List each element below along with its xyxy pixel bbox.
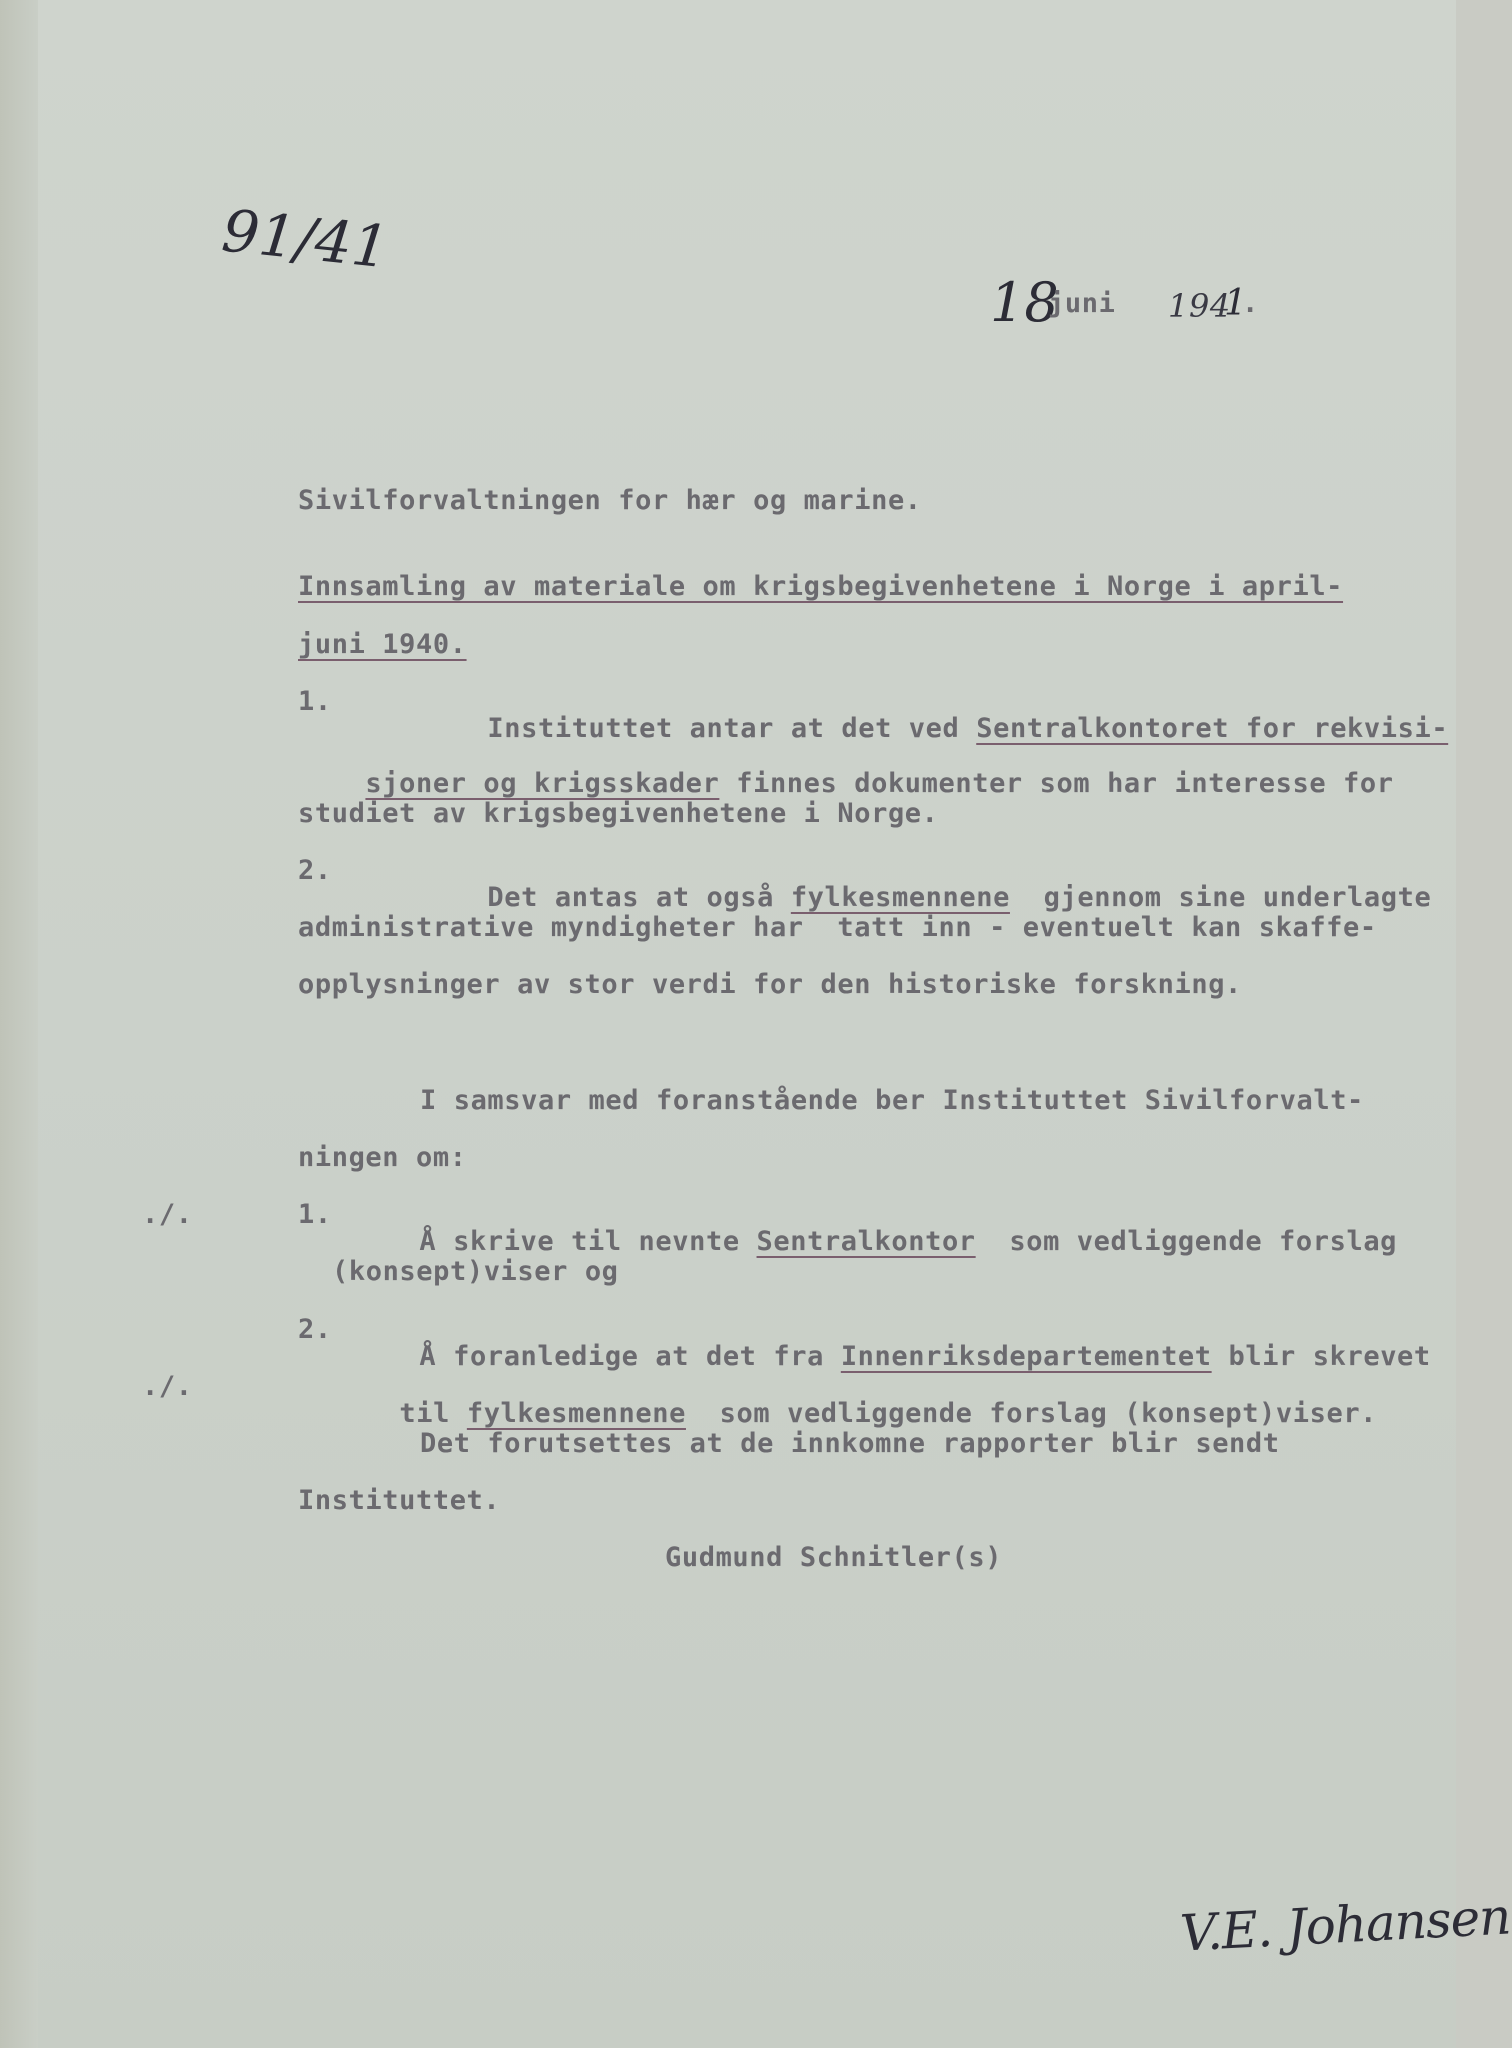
handwritten-file-number: 91/41 bbox=[218, 196, 393, 282]
enclosure-marker-1: ./. bbox=[142, 1199, 193, 1230]
request-item-1-text-b: som vedliggende forslag bbox=[975, 1226, 1398, 1257]
request-item-2-line-2-b: som vedliggende forslag (konsept)viser. bbox=[685, 1398, 1378, 1429]
handwritten-date-day: 18 bbox=[990, 271, 1059, 334]
request-item-1-text-a: Å skrive til nevnte bbox=[419, 1226, 757, 1257]
date-year: 194 bbox=[1168, 287, 1231, 325]
request-item-2-text-a: Å foranledige at det fra bbox=[419, 1341, 841, 1372]
paragraph-2-line-2: administrative myndigheter har tatt inn - eventuelt kan skaffe- bbox=[298, 912, 1377, 943]
request-item-1-underlined: Sentralkontor bbox=[756, 1226, 976, 1257]
date-month: juni bbox=[1048, 288, 1116, 319]
closing-line-2: Instituttet. bbox=[298, 1485, 501, 1516]
request-item-2-underlined-2: fylkesmennene bbox=[466, 1398, 686, 1429]
closing-line-1: Det forutsettes at de innkomne rapporter blir sendt bbox=[420, 1428, 1280, 1459]
paragraph-2-text-b: gjennom sine underlagte bbox=[1009, 882, 1432, 913]
paragraph-2-line-3: opplysninger av stor verdi for den historiske forskning. bbox=[298, 969, 1242, 1000]
request-item-2-line-2-a: til bbox=[399, 1398, 467, 1429]
paragraph-2-number: 2. bbox=[298, 855, 332, 886]
paragraph-1-text-b: finnes dokumenter som har interesse for bbox=[719, 768, 1394, 799]
request-item-2-text-b: blir skrevet bbox=[1211, 1341, 1431, 1372]
paragraph-1-line-3: studiet av krigsbegivenhetene i Norge. bbox=[298, 798, 939, 829]
request-item-1-line-2: (konsept)viser og bbox=[332, 1256, 619, 1287]
handwritten-date-year-suffix: 1 bbox=[1224, 283, 1247, 324]
paper-edge bbox=[0, 0, 38, 2048]
paragraph-1-number: 1. bbox=[298, 686, 332, 717]
handwritten-signature: V.E. Johansen bbox=[1178, 1887, 1512, 1963]
subject-line-1: Innsamling av materiale om krigsbegivenhetene i Norge i april- bbox=[298, 571, 1344, 602]
subject-line-2: juni 1940. bbox=[298, 629, 467, 660]
paragraph-1-text-a: Instituttet antar at det ved bbox=[487, 713, 977, 744]
date-end: . bbox=[1242, 288, 1259, 319]
paragraph-1-underlined-b: sjoner og krigsskader bbox=[365, 768, 720, 799]
request-item-2-underlined: Innenriksdepartementet bbox=[840, 1341, 1212, 1372]
request-item-2-number: 2. bbox=[298, 1314, 332, 1345]
request-line-2: ningen om: bbox=[298, 1142, 467, 1173]
enclosure-marker-2: ./. bbox=[142, 1371, 193, 1402]
addressee: Sivilforvaltningen for hær og marine. bbox=[298, 485, 922, 516]
paragraph-1-underlined-a: Sentralkontoret for rekvisi- bbox=[976, 713, 1449, 744]
signer-name: Gudmund Schnitler(s) bbox=[665, 1542, 1003, 1573]
request-line-1: I samsvar med foranstående ber Instituttet Sivilforvalt- bbox=[420, 1085, 1364, 1116]
paragraph-2-text-a: Det antas at også bbox=[487, 882, 791, 913]
paragraph-2-underlined: fylkesmennene bbox=[790, 882, 1010, 913]
request-item-1-number: 1. bbox=[298, 1199, 332, 1230]
